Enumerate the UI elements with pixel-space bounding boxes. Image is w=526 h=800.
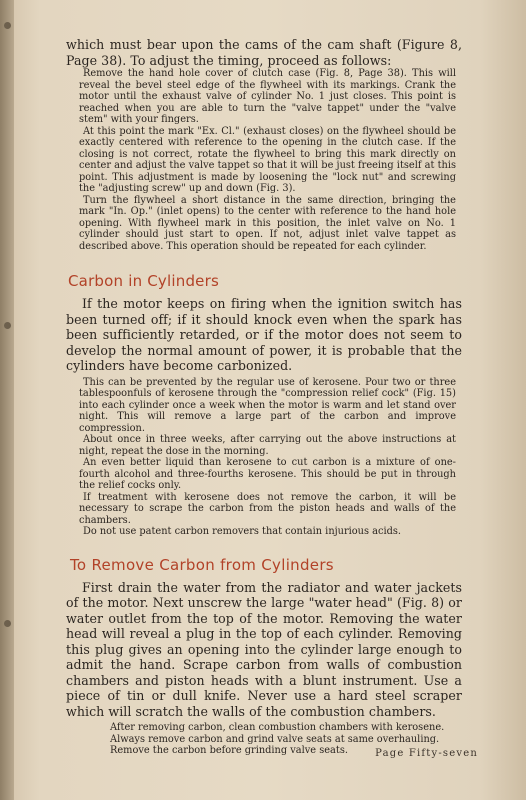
timing-steps xyxy=(66,68,462,252)
remove-carbon-note: Remove the carbon before grinding valve seats. xyxy=(110,745,348,756)
carbon-note: About once in three weeks, after carrying out the above instructions at night, repeat the dose in the morning. xyxy=(79,434,456,457)
remove-carbon-note: Always remove carbon and grind valve seats at same overhauling. xyxy=(110,733,440,745)
section-heading-carbon-in-cylinders: Carbon in Cylinders xyxy=(68,272,219,290)
carbon-notes xyxy=(66,377,462,538)
carbon-note: An even better liquid than kerosene to cut carbon is a mixture of one-fourth alcohol and three-fourths kerosene. This should be put in through the relief cocks only. xyxy=(79,457,456,491)
timing-intro-paragraph: which must bear upon the cams of the cam shaft (Figure 8, Page 38). To adjust the timing, proceed as follows: xyxy=(66,37,462,68)
timing-step: At this point the mark "Ex. Cl." (exhaust closes) on the flywheel should be exactly centered with reference to the opening in the clutch case. If the closing is not correct, rotate the flywheel to bring this mark directly on center and adjust the valve tappet so that it will be just freeing itself at this point. This adjustment is made by loosening the "lock nut" and screwing the "adjusting screw" up and down (Fig. 3). xyxy=(79,125,456,194)
carbon-intro-paragraph: If the motor keeps on firing when the ignition switch has been turned off; if it should knock even when the spark has been sufficiently retarded, or if the motor does not seem to develop the normal amount of power, it is probable that the cylinders have become carbonized. xyxy=(66,296,462,373)
carbon-note: If treatment with kerosene does not remove the carbon, it will be necessary to scrape the carbon from the piston heads and walls of the chambers. xyxy=(79,491,456,526)
timing-step: Remove the hand hole cover of clutch case (Fig. 8, Page 38). This will reveal the bevel steel edge of the flywheel with its markings. Crank the motor until the exhaust valve of cylinder No. 1 just closes. This point is reached when you are able to turn the "valve tappet" under the "valve stem" with your fingers. xyxy=(79,68,456,125)
binding-hole xyxy=(4,322,11,329)
page-number: Page Fifty-seven xyxy=(375,748,478,759)
timing-step: Turn the flywheel a short distance in the same direction, bringing the mark "In. Op." (inlet opens) to the center with reference to the hand hole opening. With flywheel mark in this position, the inlet valve on No. 1 cylinder should just start to open. If not, adjust inlet valve tappet as described above. This operation should be repeated for each cylinder. xyxy=(79,194,456,252)
binding-hole xyxy=(4,22,11,29)
page-content xyxy=(66,37,462,757)
binding-hole xyxy=(4,620,11,627)
section-heading-remove-carbon: To Remove Carbon from Cylinders xyxy=(70,555,334,574)
remove-carbon-paragraph: First drain the water from the radiator and water jackets of the motor. Next unscrew the large "water head" (Fig. 8) or water outlet from the top of the motor. Removing the water head will reveal a plug in the top of each cylinder. Removing this plug gives an opening into the cylinder large enough to admit the hand. Scrape carbon from walls of combustion chambers and piston heads with a blunt instrument. Use a piece of tin or dull knife. Never use a hard steel scraper which will scratch the walls of the combustion chambers. xyxy=(66,579,462,719)
carbon-note: This can be prevented by the regular use of kerosene. Pour two or three tablespoonfuls of kerosene through the "compression relief cock" (Fig. 15) into each cylinder once a week when the motor is warm and let stand over night. This will remove a large part of the carbon and improve compression. xyxy=(79,376,456,434)
page-binding-edge xyxy=(0,0,14,800)
carbon-note: Do not use patent carbon removers that contain injurious acids. xyxy=(83,526,402,537)
remove-carbon-note: After removing carbon, clean combustion chambers with kerosene. xyxy=(110,722,445,733)
